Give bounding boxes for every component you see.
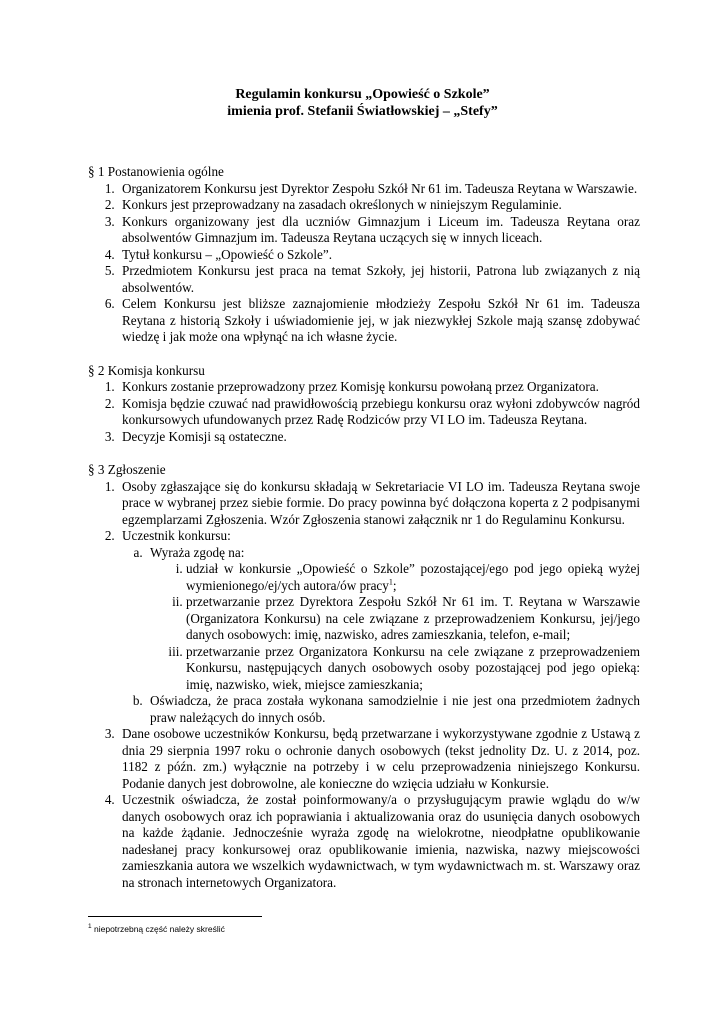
section-3-item-2a-text: Wyraża zgodę na: [150,544,245,560]
section-1-item-1: 1. Organizatorem Konkursu jest Dyrektor Zespołu Szkół Nr 61 im. Tadeusza Reytana w Warszawie. [118,181,640,198]
consent-participation-text: udział w konkursie „Opowieść o Szkole” pozostającej/ego pod jego opieką wyżej wymienionego/ej/ych autora/ów pracy [186,561,640,593]
section-3-item-2-sublist [122,545,640,727]
footnote-ref: 1 [388,577,393,587]
section-3-item-2b: b. Oświadcza, że praca została wykonana samodzielnie i nie jest ona przedmiotem żadnych praw należących do innych osób. [146,693,640,726]
section-2-list [88,379,640,445]
section-3-item-1: 1. Osoby zgłaszające się do konkursu składają w Sekretariacie VI LO im. Tadeusza Reytana swoje prace w wybranej przez siebie formie. Do pracy powinna być dołączona koperta z 2 podpisanymi egzemplarzami Zgłoszenia. Wzór Zgłoszenia stanowi załącznik nr 1 do Regulaminu Konkursu. [118,479,640,529]
section-1 [88,164,640,346]
section-3-item-2-text: Uczestnik konkursu: [122,528,231,543]
section-3-item-2a-i [186,561,640,594]
footnote-marker: 1 [88,923,92,931]
section-2 [88,363,640,446]
section-3-item-2a [146,545,640,694]
section-2-heading: § 2 Komisja konkursu [88,362,205,378]
section-3-item-2a-iii: iii. przetwarzanie przez Organizatora Konkursu na cele związane z przeprowadzeniem Konkursu, następujących danych osobowych osoby pozostającej pod jego opieką: imię, nazwisko, wiek, miejsce zamieszkania; [186,644,640,694]
section-1-item-5: 5. Przedmiotem Konkursu jest praca na temat Szkoły, jej historii, Patrona lub związanych z nią absolwentów. [118,263,640,296]
section-3-item-2a-sublist [150,561,640,693]
section-1-item-4: 4. Tytuł konkursu – „Opowieść o Szkole”. [118,247,640,264]
section-3-item-2 [118,528,640,726]
section-3-item-3: 3. Dane osobowe uczestników Konkursu, będą przetwarzane i wykorzystywane zgodnie z Ustawą z dnia 29 sierpnia 1997 roku o ochronie danych osobowych (tekst jednolity Dz. U. z 2014, poz. 1182 z późn. zm.) wyłącznie na potrzeby i w celu przeprowadzenia niniejszego Konkursu. Podanie danych jest dobrowolne, ale konieczne do wzięcia udziału w Konkursie. [118,726,640,792]
section-1-item-2: 2. Konkurs jest przeprowadzany na zasadach określonych w niniejszym Regulaminie. [118,197,640,214]
section-2-item-1: 1. Konkurs zostanie przeprowadzony przez Komisję konkursu powołaną przez Organizatora. [118,379,640,396]
section-3 [88,462,640,891]
document-title-line1: Regulamin konkursu „Opowieść o Szkole” [235,87,490,102]
section-2-item-2: 2. Komisja będzie czuwać nad prawidłowością przebiegu konkursu oraz wyłoni zdobywców nagród konkursowych ufundowanych przez Radę Rodziców przy VI LO im. Tadeusza Reytana. [118,396,640,429]
section-3-item-4: 4. Uczestnik oświadcza, że został poinformowany/a o przysługującym prawie wglądu do w/w danych osobowych oraz ich poprawiania i aktualizowania oraz do usunięcia danych osobowych na każde żądanie. Jednocześnie wyraża zgodę na wielokrotne, nieodpłatne opublikowanie nadesłanej pracy konkursowej oraz opublikowanie imienia, nazwiska, nazwy miejscowości zamieszkania autora we wszelkich wydawnictwach, w tym wydawnictwach m. st. Warszawy oraz na stronach internetowych Organizatora. [118,792,640,891]
document-body [88,164,640,891]
section-3-list [88,479,640,892]
document-title-line2: imienia prof. Stefanii Światłowskiej – „Stefy” [227,104,498,119]
consent-participation-end: ; [392,577,397,593]
footnote-separator [88,916,262,917]
section-3-heading: § 3 Zgłoszenie [88,462,166,477]
section-1-item-3: 3. Konkurs organizowany jest dla uczniów Gimnazjum i Liceum im. Tadeusza Reytana oraz absolwentów Gimnazjum im. Tadeusza Reytana uczących się w innych liceach. [118,214,640,247]
section-3-item-2a-ii: ii. przetwarzanie przez Dyrektora Zespołu Szkół Nr 61 im. T. Reytana w Warszawie (Organizatora Konkursu) na cele związane z przeprowadzeniem Konkursu, jej/jego danych osobowych: imię, nazwisko, adres zamieszkania, telefon, e-mail; [186,594,640,644]
section-2-item-3: 3. Decyzje Komisji są ostateczne. [118,429,640,446]
section-1-list [88,181,640,346]
section-1-item-6: 6. Celem Konkursu jest bliższe zaznajomienie młodzieży Zespołu Szkół Nr 61 im. Tadeusza Reytana z historią Szkoły i uświadomienie jej, w jak niezwykłej Szkole mają szansę zdobywać wiedzę i jak może ona wpłynąć na ich własne życie. [118,296,640,346]
footnote-text: niepotrzebną część należy skreślić [94,924,225,934]
section-1-heading: § 1 Postanowienia ogólne [88,164,224,179]
footnote [88,924,225,934]
